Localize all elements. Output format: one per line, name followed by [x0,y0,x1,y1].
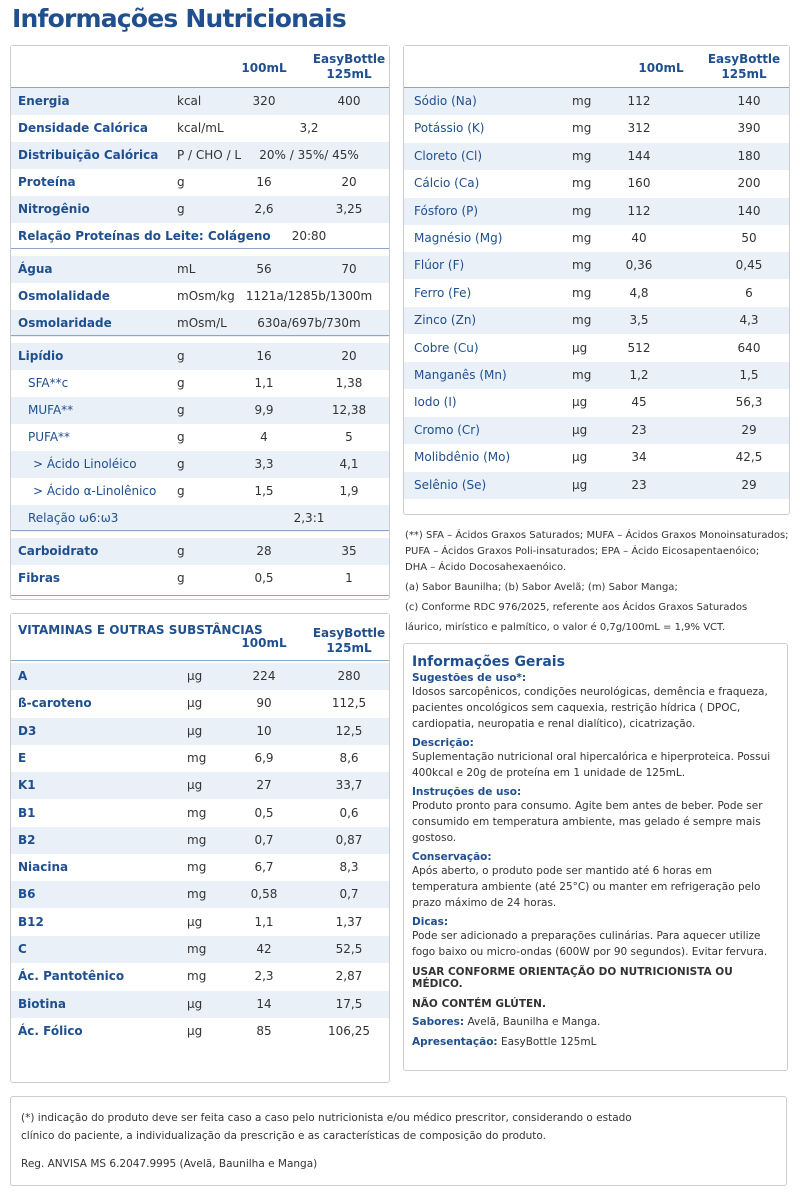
mineral-unit: µg [572,395,588,410]
value-100ml: 0,58 [250,887,278,902]
value-125ml: 42,5 [735,450,763,465]
value-100ml: 4,8 [629,285,649,300]
vitamin-row [11,800,389,827]
general-info-title: Informações Gerais [412,654,565,670]
value-125ml: 20 [341,349,357,363]
value-125ml: 390 [737,121,761,136]
value-125ml: 3,25 [335,202,363,216]
nutrient-row [11,505,389,532]
section-heading: Descrição: [412,737,474,749]
value-125ml: 0,45 [735,258,763,273]
value-100ml: 3,3 [254,457,274,471]
mineral-label: Zinco (Zn) [414,313,477,328]
vitamin-label: D3 [18,723,37,738]
value-100ml: 90 [256,696,272,711]
value-125ml: 0,7 [339,887,359,902]
nutrient-label: Relação ω6:ω3 [28,511,119,525]
value-100ml: 34 [631,450,647,465]
nutrient-unit: g [177,457,185,471]
value-100ml: 23 [631,422,647,437]
mineral-row [404,280,789,307]
nutrient-value: 20:80 [291,229,327,243]
nutrient-row [11,424,389,451]
value-100ml: 1,2 [629,368,649,382]
nutrient-unit: kcal/mL [177,121,224,135]
value-125ml: 33,7 [335,778,363,793]
value-125ml: 52,5 [335,942,363,956]
warning-gluten: NÃO CONTÉM GLÚTEN. [412,998,546,1010]
col-100ml: 100mL [241,61,287,75]
vitamins-table-header [11,614,389,661]
value-100ml: 9,9 [254,403,274,417]
vitamin-unit: mg [187,969,207,984]
warning-orientation: USAR CONFORME ORIENTAÇÃO DO NUTRICIONISTA OU MÉDICO. [412,966,733,990]
value-125ml: 12,5 [335,723,363,738]
mineral-unit: mg [572,203,592,218]
mineral-row [404,472,789,499]
vitamin-unit: mg [187,942,207,956]
vitamin-unit: mg [187,860,207,875]
mineral-label: Manganês (Mn) [414,368,507,382]
vitamin-unit: mg [187,805,207,820]
vitamin-unit: mg [187,832,207,847]
nutrient-label: Carboidrato [18,544,99,558]
value-125ml: 1 [345,571,353,585]
mineral-label: Cobre (Cu) [414,340,479,355]
mineral-label: Iodo (I) [414,395,457,410]
col-100ml: 100mL [241,636,287,650]
section-heading: Sugestões de uso*: [412,672,527,684]
vitamin-row [11,881,389,908]
vitamin-label: Biotina [18,996,66,1011]
section-heading: Dicas: [412,916,449,928]
value-100ml: 16 [256,175,272,189]
nutrient-unit: g [177,403,185,417]
value-125ml: 112,5 [331,696,367,711]
nutrient-label: Proteína [18,175,76,189]
vitamins-title: VITAMINAS E OUTRAS SUBSTÂNCIAS [18,623,263,637]
footnote-line: PUFA – Ácidos Graxos Poli-insaturados; EPA – Ácido Eicosapentaenóico; [405,546,760,557]
anvisa-registration: Reg. ANVISA MS 6.2047.9995 (Avelã, Baunilha e Manga) [21,1158,318,1170]
flavors-line: Sabores: Avelã, Baunilha e Manga. [412,1016,601,1028]
value-125ml: 8,3 [339,860,359,875]
mineral-row [404,88,789,115]
value-100ml: 0,5 [254,805,274,820]
mineral-label: Potássio (K) [414,121,485,136]
col-100ml: 100mL [638,61,684,75]
value-100ml: 14 [256,996,272,1011]
nutrient-row [11,565,389,592]
vitamin-label: B2 [18,832,36,847]
nutrient-row [11,256,389,283]
nutrient-row [11,142,389,169]
section-divider [11,595,389,596]
nutrient-unit: g [177,349,185,363]
mineral-unit: µg [572,340,588,355]
nutrient-label: > Ácido α-Linolênico [33,484,157,498]
macro-table-header [11,46,389,88]
vitamin-label: E [18,750,27,765]
value-100ml: 4 [260,430,268,444]
nutrient-row [11,283,389,310]
nutrient-unit: g [177,484,185,498]
presentation-line: Apresentação: EasyBottle 125mL [412,1036,597,1048]
nutrient-row [11,538,389,565]
nutrient-value: 3,2 [299,121,319,135]
value-125ml: 29 [741,422,757,437]
value-100ml: 0,5 [254,571,274,585]
footer-line-1: (*) indicação do produto deve ser feita caso a caso pelo nutricionista e/ou médico prescritor, considerando o estado [21,1112,632,1124]
nutrient-value: 20% / 35%/ 45% [259,148,359,162]
mineral-row [404,143,789,170]
nutrient-unit: g [177,175,185,189]
vitamin-unit: µg [187,996,203,1011]
value-100ml: 6,7 [254,860,274,875]
section-heading: Instruções de uso: [412,786,522,798]
mineral-label: Cloreto (Cl) [414,148,483,163]
nutrient-row [11,115,389,142]
value-125ml: 4,1 [339,457,359,471]
nutrient-unit: kcal [177,94,202,108]
value-100ml: 112 [627,94,651,108]
value-125ml: 0,87 [335,832,363,847]
value-100ml: 10 [256,723,272,738]
value-125ml: 180 [737,148,761,163]
vitamin-unit: µg [187,669,203,683]
footnote-line: (c) Conforme RDC 976/2025, referente aos Ácidos Graxos Saturados [405,602,748,613]
footer-line-2: clínico do paciente, a individualização da prescrição e as características de composição do produto. [21,1130,547,1142]
vitamin-row [11,663,389,690]
nutrient-row [11,451,389,478]
mineral-unit: mg [572,368,592,382]
mineral-unit: mg [572,148,592,163]
nutrient-row [11,169,389,196]
nutrient-row [11,88,389,115]
section-text: Após aberto, o produto pode ser mantido até 6 horas em temperatura ambiente (até 25°C) ou manter em refrigeração pelo prazo máximo de 24 horas. [412,865,761,909]
value-125ml: 140 [737,94,761,108]
vitamin-unit: µg [187,914,203,929]
vitamin-label: ß-caroteno [18,696,92,711]
vitamin-label: Ác. Pantotênico [18,969,125,984]
value-125ml: 50 [741,231,757,245]
vitamin-unit: µg [187,696,203,711]
mineral-unit: mg [572,176,592,191]
mineral-unit: µg [572,422,588,437]
value-100ml: 144 [627,148,651,163]
vitamin-unit: µg [187,778,203,793]
section-divider [11,248,389,249]
vitamin-label: B1 [18,805,36,820]
footnotes [405,528,795,636]
nutrient-row [11,397,389,424]
value-100ml: 0,36 [625,258,653,273]
value-125ml: 400 [337,94,361,108]
value-125ml: 140 [737,203,761,218]
value-100ml: 160 [627,176,651,191]
vitamin-row [11,963,389,990]
mineral-unit: mg [572,285,592,300]
macronutrient-table [10,45,390,600]
vitamin-label: B6 [18,887,36,902]
vitamin-row [11,772,389,799]
value-100ml: 56 [256,262,272,276]
mineral-unit: mg [572,258,592,273]
nutrient-unit: g [177,430,185,444]
nutrient-value: 2,3:1 [293,511,325,525]
nutrient-unit: mL [177,262,196,276]
value-125ml: 8,6 [339,750,359,765]
nutrient-label: > Ácido Linoléico [33,457,137,471]
value-125ml: 1,9 [339,484,359,498]
value-125ml: 106,25 [328,1023,370,1038]
value-125ml: 17,5 [335,996,363,1011]
vitamin-label: B12 [18,914,44,929]
nutrient-row [11,343,389,370]
value-100ml: 28 [256,544,272,558]
value-125ml: 200 [737,176,761,191]
section-text: Produto pronto para consumo. Agite bem antes de beber. Pode ser consumido em temperatura ambiente, mas gelado é sempre mais gostoso. [412,800,763,844]
value-100ml: 1,1 [254,376,274,390]
value-125ml: 2,87 [335,969,363,984]
col-easybottle: EasyBottle 125mL [707,52,781,81]
value-100ml: 512 [627,340,651,355]
section-text: Suplementação nutricional oral hipercalórica e hiperproteica. Possui 400kcal e 20g de proteína em 1 unidade de 125mL. [412,751,771,779]
value-125ml: 70 [341,262,357,276]
vitamin-row [11,718,389,745]
mineral-unit: mg [572,313,592,328]
section-divider [11,530,389,531]
nutrient-label: Energia [18,94,70,108]
mineral-unit: mg [572,231,592,245]
nutrient-unit: g [177,202,185,216]
mineral-unit: mg [572,94,592,108]
page-title: Informações Nutricionais [12,4,346,33]
value-125ml: 1,37 [335,914,363,929]
value-100ml: 85 [256,1023,272,1038]
nutrient-label: PUFA** [28,430,71,444]
minerals-table-header [404,46,789,88]
vitamin-unit: mg [187,887,207,902]
vitamin-row [11,827,389,854]
mineral-row [404,335,789,362]
section-heading: Conservação: [412,851,492,863]
mineral-label: Cromo (Cr) [414,422,480,437]
vitamin-row [11,909,389,936]
mineral-label: Ferro (Fe) [414,285,472,300]
footnote-line: DHA – Ácido Docosahexaenóico. [405,562,567,573]
col-easybottle: EasyBottle 125mL [312,626,386,655]
value-100ml: 2,6 [254,202,274,216]
general-info-panel [403,643,788,1071]
vitamin-row [11,991,389,1018]
nutrient-row [11,370,389,397]
value-125ml: 35 [341,544,357,558]
mineral-row [404,362,789,389]
vitamin-label: C [18,942,27,956]
value-125ml: 1,5 [739,368,759,382]
mineral-row [404,307,789,334]
value-100ml: 1,1 [254,914,274,929]
value-100ml: 112 [627,203,651,218]
nutrient-label: Fibras [18,571,61,585]
vitamin-row [11,936,389,963]
nutrient-label: Nitrogênio [18,202,90,216]
mineral-row [404,389,789,416]
mineral-row [404,198,789,225]
nutrient-label: Água [18,262,53,276]
value-125ml: 20 [341,175,357,189]
vitamin-row [11,690,389,717]
vitamin-unit: µg [187,1023,203,1038]
nutrient-value: 1121a/1285b/1300m [245,289,373,303]
section-text: Pode ser adicionado a preparações culinárias. Para aquecer utilize fogo baixo ou micro-ondas (600W por 90 segundos). Evitar fervura. [412,930,768,958]
value-100ml: 16 [256,349,272,363]
value-100ml: 1,5 [254,484,274,498]
mineral-label: Molibdênio (Mo) [414,450,511,465]
nutrient-unit: g [177,376,185,390]
vitamin-label: Ác. Fólico [18,1023,83,1038]
mineral-row [404,444,789,471]
value-125ml: 6 [745,285,753,300]
nutrient-row [11,223,389,250]
value-125ml: 4,3 [739,313,759,328]
nutrient-label: Lipídio [18,349,64,363]
mineral-label: Selênio (Se) [414,477,487,492]
footer-disclaimer [10,1096,787,1186]
value-100ml: 27 [256,778,272,793]
nutrient-label: Osmolalidade [18,289,110,303]
mineral-row [404,170,789,197]
value-100ml: 42 [256,942,272,956]
nutrient-label: Distribuição Calórica [18,148,159,162]
nutrient-row [11,478,389,505]
mineral-row [404,115,789,142]
footnote-line: láurico, mirístico e palmítico, o valor é 0,7g/100mL = 1,9% VCT. [405,622,726,633]
nutrient-row [11,310,389,337]
minerals-table [403,45,790,515]
vitamin-unit: mg [187,750,207,765]
nutrient-unit: g [177,571,185,585]
value-100ml: 23 [631,477,647,492]
value-125ml: 640 [737,340,761,355]
nutrient-value: 630a/697b/730m [257,316,361,330]
value-100ml: 224 [252,669,276,683]
mineral-row [404,225,789,252]
mineral-label: Fósforo (P) [414,203,479,218]
nutrient-unit: mOsm/kg [177,289,235,303]
section-text: Idosos sarcopênicos, condições neurológicas, demência e fraqueza, pacientes oncológicos sem caquexia, restrição hídrica ( DPOC, cardiopatia, neuropatia e renal dialítico), cicatrização. [412,686,768,730]
value-125ml: 1,38 [335,376,363,390]
value-125ml: 0,6 [339,805,359,820]
mineral-row [404,252,789,279]
vitamin-label: Niacina [18,860,69,875]
value-125ml: 12,38 [331,403,367,417]
value-100ml: 3,5 [629,313,649,328]
vitamin-unit: µg [187,723,203,738]
value-100ml: 40 [631,231,647,245]
mineral-label: Cálcio (Ca) [414,176,480,191]
section-divider [11,335,389,336]
mineral-label: Flúor (F) [414,258,465,273]
value-100ml: 0,7 [254,832,274,847]
value-125ml: 56,3 [735,395,763,410]
value-125ml: 280 [337,669,361,683]
nutrient-label: SFA**c [28,376,69,390]
mineral-label: Magnésio (Mg) [414,231,503,245]
value-100ml: 6,9 [254,750,274,765]
mineral-label: Sódio (Na) [414,94,477,108]
nutrient-label: Densidade Calórica [18,121,148,135]
nutrient-unit: mOsm/L [177,316,227,330]
vitamin-row [11,854,389,881]
value-100ml: 320 [252,94,276,108]
value-125ml: 29 [741,477,757,492]
vitamins-table [10,613,390,1083]
footnote-line: (a) Sabor Baunilha; (b) Sabor Avelã; (m) Sabor Manga; [405,582,678,593]
vitamin-label: K1 [18,778,36,793]
vitamin-row [11,745,389,772]
nutrient-label: Relação Proteínas do Leite: Colágeno [18,229,271,243]
mineral-unit: µg [572,477,588,492]
mineral-row [404,417,789,444]
value-100ml: 312 [627,121,651,136]
nutrient-unit: g [177,544,185,558]
vitamin-row [11,1018,389,1045]
nutrient-row [11,196,389,223]
footnote-line: (**) SFA – Ácidos Graxos Saturados; MUFA – Ácidos Graxos Monoinsaturados; [405,530,789,541]
value-125ml: 5 [345,430,353,444]
nutrient-unit: P / CHO / L [177,148,242,162]
nutrient-label: MUFA** [28,403,74,417]
col-easybottle: EasyBottle 125mL [312,52,386,81]
mineral-unit: mg [572,121,592,136]
nutrient-label: Osmolaridade [18,316,112,330]
mineral-unit: µg [572,450,588,465]
vitamin-label: A [18,669,28,683]
value-100ml: 2,3 [254,969,274,984]
value-100ml: 45 [631,395,647,410]
